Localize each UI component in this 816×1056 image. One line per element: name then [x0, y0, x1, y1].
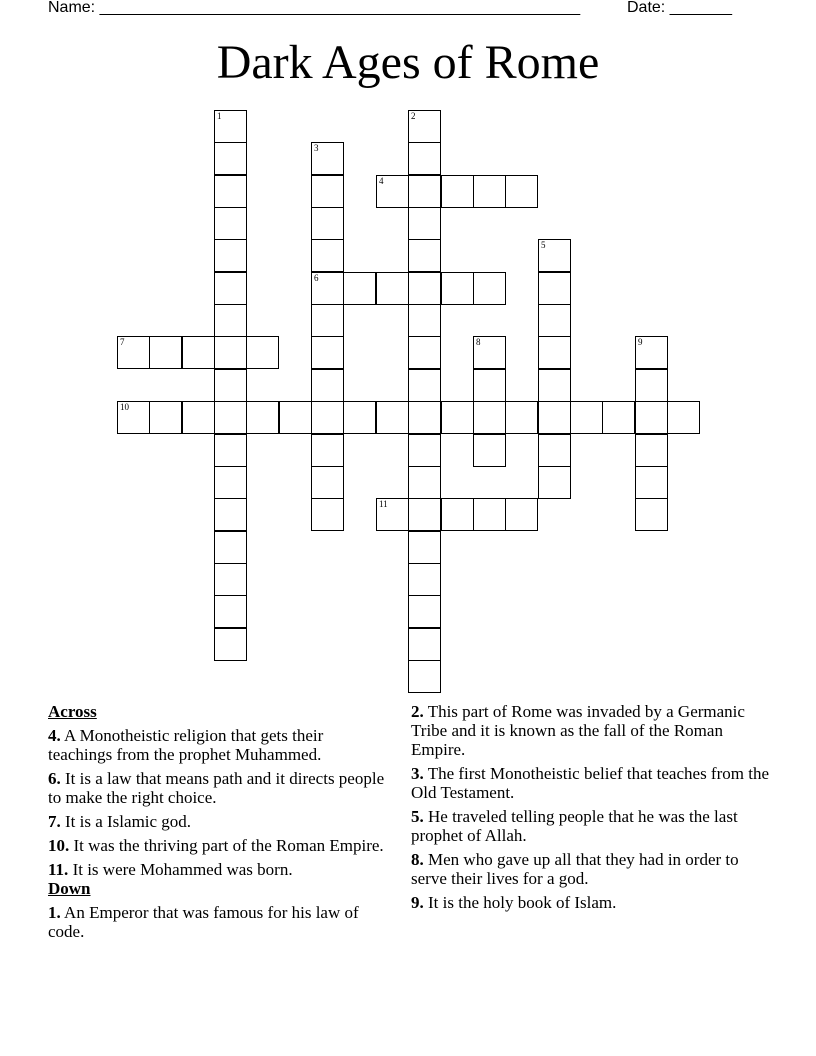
crossword-cell[interactable] — [635, 336, 668, 369]
clue-number-label: 1 — [217, 111, 222, 121]
crossword-cell[interactable] — [635, 466, 668, 499]
crossword-cell[interactable] — [570, 401, 603, 434]
crossword-cell[interactable] — [214, 563, 247, 596]
clue-text: It is were Mohammed was born. — [68, 860, 293, 879]
crossword-cell[interactable] — [473, 175, 506, 208]
crossword-cell[interactable] — [408, 660, 441, 693]
crossword-cell[interactable] — [408, 207, 441, 240]
crossword-cell[interactable] — [473, 434, 506, 467]
crossword-cell[interactable] — [473, 498, 506, 531]
crossword-cell[interactable] — [311, 466, 344, 499]
crossword-cell[interactable] — [602, 401, 635, 434]
clue-number-label: 11 — [379, 499, 388, 509]
crossword-cell[interactable] — [214, 304, 247, 337]
crossword-cell[interactable] — [149, 401, 182, 434]
crossword-cell[interactable] — [117, 336, 150, 369]
crossword-cell[interactable] — [538, 272, 571, 305]
crossword-cell[interactable] — [408, 142, 441, 175]
crossword-cell[interactable] — [408, 401, 441, 434]
crossword-cell[interactable] — [376, 498, 409, 531]
clue-number-label: 2 — [411, 111, 416, 121]
crossword-cell[interactable] — [214, 142, 247, 175]
clue-across-4 — [48, 726, 388, 764]
clue-down-2 — [411, 702, 771, 759]
crossword-cell[interactable] — [473, 401, 506, 434]
crossword-cell[interactable] — [505, 175, 538, 208]
down-heading: Down — [48, 879, 91, 898]
crossword-cell[interactable] — [408, 563, 441, 596]
crossword-cell[interactable] — [441, 401, 474, 434]
crossword-cell[interactable] — [214, 272, 247, 305]
crossword-cell[interactable] — [635, 401, 668, 434]
clue-number: 9. — [411, 893, 424, 912]
crossword-cell[interactable] — [635, 369, 668, 402]
crossword-cell[interactable] — [311, 175, 344, 208]
crossword-cell[interactable] — [214, 369, 247, 402]
clue-number-label: 7 — [120, 337, 125, 347]
clue-number: 11. — [48, 860, 69, 879]
crossword-cell[interactable] — [408, 175, 441, 208]
crossword-cell[interactable] — [376, 272, 409, 305]
clue-across-10 — [48, 836, 388, 855]
crossword-cell[interactable] — [182, 336, 215, 369]
crossword-cell[interactable] — [117, 401, 150, 434]
clue-down-9 — [411, 893, 771, 912]
clue-number-label: 5 — [541, 240, 546, 250]
crossword-cell[interactable] — [214, 498, 247, 531]
crossword-cell[interactable] — [246, 336, 279, 369]
clues-left-column — [48, 702, 388, 946]
clue-text: This part of Rome was invaded by a Germanic Tribe and it is known as the fall of the Roman Empire. — [411, 702, 745, 759]
crossword-cell[interactable] — [408, 336, 441, 369]
clue-number: 6. — [48, 769, 61, 788]
crossword-cell[interactable] — [311, 304, 344, 337]
clue-down-3 — [411, 764, 771, 802]
clue-number: 8. — [411, 850, 424, 869]
clue-number: 7. — [48, 812, 61, 831]
clue-text: Men who gave up all that they had in order to serve their lives for a god. — [411, 850, 739, 888]
clues-right-column — [411, 702, 771, 917]
clue-text: It is a Islamic god. — [60, 812, 192, 831]
crossword-cell[interactable] — [408, 304, 441, 337]
crossword-cell[interactable] — [376, 401, 409, 434]
crossword-cell[interactable] — [279, 401, 312, 434]
clue-number: 1. — [48, 903, 61, 922]
crossword-cell[interactable] — [667, 401, 700, 434]
crossword-cell[interactable] — [311, 272, 344, 305]
clue-number: 10. — [48, 836, 70, 855]
clue-number-label: 9 — [638, 337, 643, 347]
crossword-cell[interactable] — [505, 498, 538, 531]
clue-text: He traveled telling people that he was the last prophet of Allah. — [411, 807, 738, 845]
crossword-cell[interactable] — [214, 466, 247, 499]
crossword-cell[interactable] — [214, 434, 247, 467]
crossword-cell[interactable] — [408, 628, 441, 661]
clue-down-1 — [48, 903, 388, 941]
crossword-cell[interactable] — [214, 401, 247, 434]
crossword-cell[interactable] — [311, 142, 344, 175]
clue-down-5 — [411, 807, 771, 845]
clue-text: It is the holy book of Islam. — [423, 893, 617, 912]
clue-across-11 — [48, 860, 388, 879]
crossword-cell[interactable] — [408, 110, 441, 143]
crossword-cell[interactable] — [538, 466, 571, 499]
crossword-cell[interactable] — [505, 401, 538, 434]
crossword-cell[interactable] — [635, 434, 668, 467]
crossword-cell[interactable] — [214, 628, 247, 661]
clue-number-label: 4 — [379, 176, 384, 186]
clue-text: It is a law that means path and it directs people to make the right choice. — [48, 769, 385, 807]
crossword-cell[interactable] — [441, 175, 474, 208]
crossword-cell[interactable] — [214, 531, 247, 564]
crossword-cell[interactable] — [311, 239, 344, 272]
crossword-cell[interactable] — [538, 304, 571, 337]
crossword-cell[interactable] — [538, 369, 571, 402]
crossword-cell[interactable] — [149, 336, 182, 369]
crossword-cell[interactable] — [343, 401, 376, 434]
crossword-cell[interactable] — [311, 336, 344, 369]
crossword-cell[interactable] — [538, 401, 571, 434]
clue-number-label: 6 — [314, 273, 319, 283]
crossword-cell[interactable] — [214, 207, 247, 240]
clue-down-8 — [411, 850, 771, 888]
crossword-cell[interactable] — [441, 272, 474, 305]
crossword-cell[interactable] — [343, 272, 376, 305]
crossword-cell[interactable] — [408, 466, 441, 499]
crossword-cell[interactable] — [182, 401, 215, 434]
crossword-cell[interactable] — [311, 401, 344, 434]
crossword-cell[interactable] — [214, 336, 247, 369]
clue-text: It was the thriving part of the Roman Empire. — [69, 836, 384, 855]
crossword-cell[interactable] — [538, 239, 571, 272]
clue-text: An Emperor that was famous for his law of code. — [48, 903, 359, 941]
crossword-cell[interactable] — [408, 498, 441, 531]
crossword-cell[interactable] — [473, 369, 506, 402]
clue-number: 5. — [411, 807, 424, 826]
crossword-cell[interactable] — [311, 207, 344, 240]
clue-across-6 — [48, 769, 388, 807]
crossword-cell[interactable] — [538, 336, 571, 369]
crossword-cell[interactable] — [473, 272, 506, 305]
name-line: Name: ______________________________________________________ — [48, 0, 581, 16]
clue-number: 4. — [48, 726, 61, 745]
crossword-cell[interactable] — [311, 434, 344, 467]
crossword-cell[interactable] — [408, 239, 441, 272]
clue-text: The first Monotheistic belief that teaches from the Old Testament. — [411, 764, 769, 802]
crossword-cell[interactable] — [311, 498, 344, 531]
crossword-cell[interactable] — [214, 595, 247, 628]
crossword-cell[interactable] — [408, 531, 441, 564]
crossword-cell[interactable] — [635, 498, 668, 531]
crossword-cell[interactable] — [376, 175, 409, 208]
date-line: Date: _______ — [627, 0, 732, 16]
across-heading: Across — [48, 702, 97, 721]
clue-text: A Monotheistic religion that gets their teachings from the prophet Muhammed. — [48, 726, 324, 764]
clue-number-label: 8 — [476, 337, 481, 347]
clue-number: 3. — [411, 764, 424, 783]
crossword-cell[interactable] — [214, 175, 247, 208]
crossword-cell[interactable] — [214, 110, 247, 143]
clue-across-7 — [48, 812, 388, 831]
crossword-cell[interactable] — [408, 272, 441, 305]
crossword-cell[interactable] — [246, 401, 279, 434]
crossword-cell[interactable] — [538, 434, 571, 467]
crossword-cell[interactable] — [441, 498, 474, 531]
crossword-cell[interactable] — [408, 434, 441, 467]
clue-number-label: 10 — [120, 402, 129, 412]
crossword-cell[interactable] — [214, 239, 247, 272]
crossword-cell[interactable] — [473, 336, 506, 369]
puzzle-title: Dark Ages of Rome — [216, 36, 600, 89]
crossword-cell[interactable] — [408, 369, 441, 402]
clue-number: 2. — [411, 702, 424, 721]
clue-number-label: 3 — [314, 143, 319, 153]
crossword-cell[interactable] — [408, 595, 441, 628]
crossword-cell[interactable] — [311, 369, 344, 402]
